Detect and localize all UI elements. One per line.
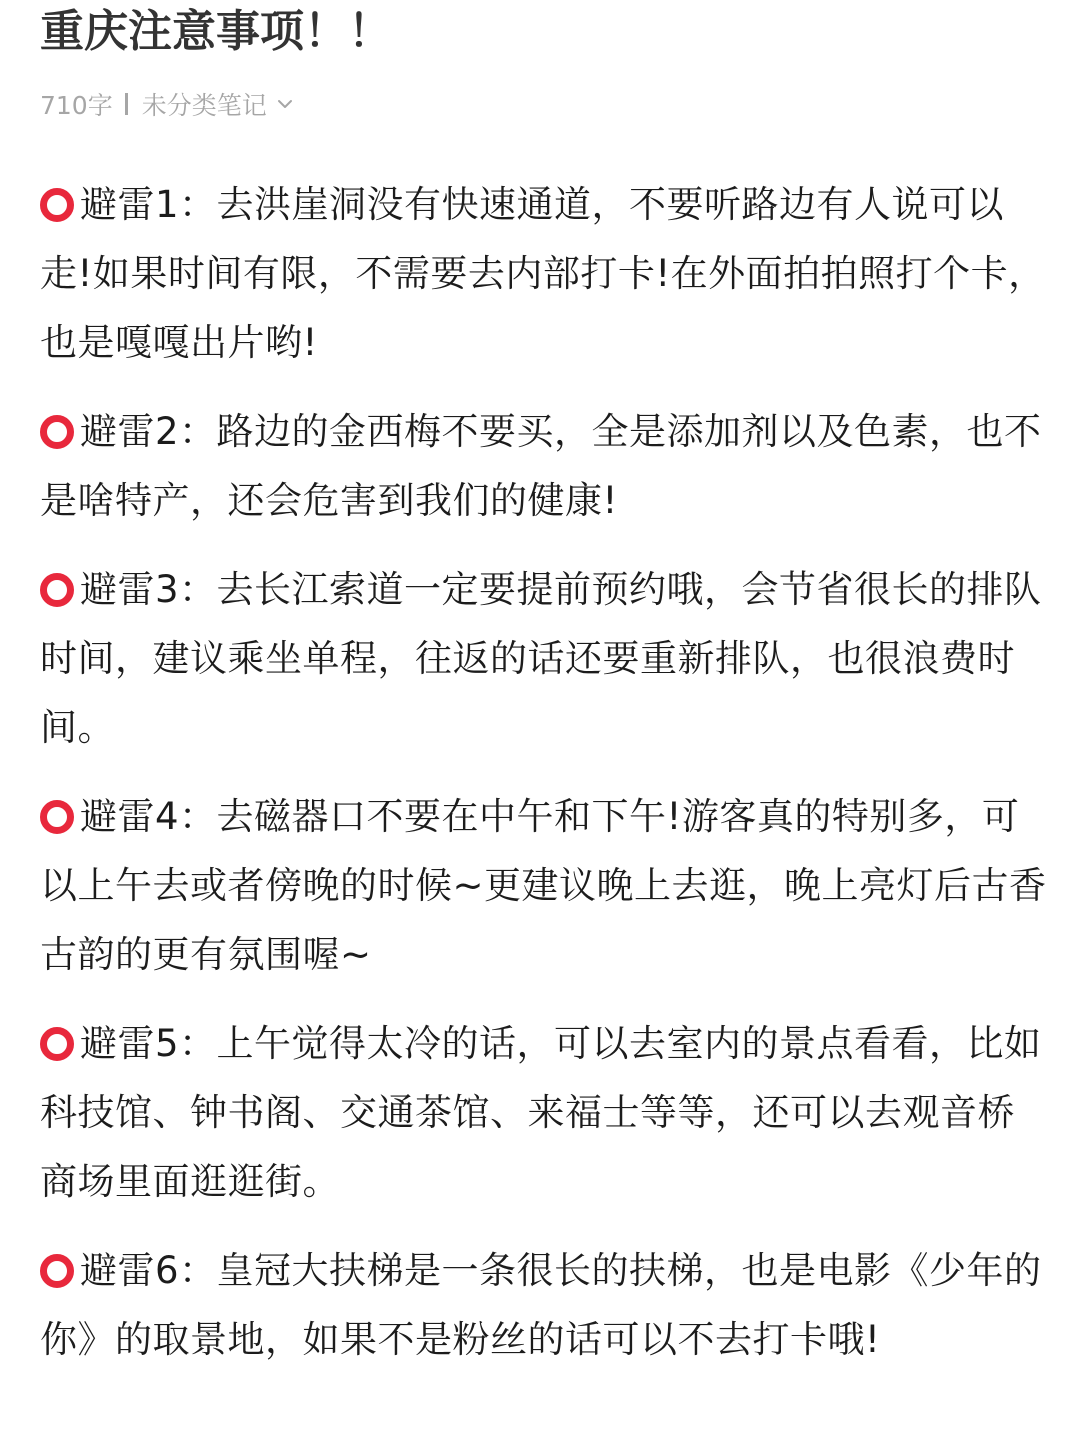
red-circle-icon: [40, 573, 74, 607]
category-selector[interactable]: [142, 86, 293, 122]
red-circle-icon: [40, 800, 74, 834]
red-circle-icon: [40, 1027, 74, 1061]
red-circle-icon: [40, 1254, 74, 1288]
paragraph-text: 避雷6：皇冠大扶梯是一条很长的扶梯，也是电影《少年的你》的取景地，如果不是粉丝的话可以不去打卡哦!: [40, 1249, 1042, 1361]
note-paragraph: [40, 397, 1050, 535]
note-paragraph: [40, 1236, 1050, 1374]
red-circle-icon: [40, 188, 74, 222]
note-paragraph: [40, 555, 1050, 762]
note-paragraph: [40, 170, 1050, 377]
paragraph-text: 避雷5：上午觉得太冷的话，可以去室内的景点看看，比如科技馆、钟书阁、交通茶馆、来福士等等，还可以去观音桥商场里面逛逛街。: [40, 1022, 1042, 1203]
chevron-down-icon: [277, 96, 293, 112]
word-count: 710字: [40, 91, 113, 120]
meta-divider: [125, 93, 128, 115]
red-circle-icon: [40, 415, 74, 449]
note-paragraph: [40, 1009, 1050, 1216]
note-meta: [40, 84, 293, 124]
paragraph-text: 避雷2：路边的金西梅不要买，全是添加剂以及色素，也不是啥特产，还会危害到我们的健康!: [40, 410, 1042, 522]
category-label: 未分类笔记: [141, 91, 267, 120]
paragraph-text: 避雷3：去长江索道一定要提前预约哦，会节省很长的排队时间，建议乘坐单程，往返的话还要重新排队，也很浪费时间。: [40, 568, 1042, 749]
note-body[interactable]: [40, 170, 1050, 1394]
paragraph-text: 避雷4：去磁器口不要在中午和下午!游客真的特别多，可以上午去或者傍晚的时候~更建议晚上去逛，晚上亮灯后古香古韵的更有氛围喔~: [40, 795, 1047, 976]
note-paragraph: [40, 782, 1050, 989]
paragraph-text: 避雷1：去洪崖洞没有快速通道，不要听路边有人说可以走!如果时间有限，不需要去内部打卡!在外面拍拍照打个卡，也是嘎嘎出片哟!: [40, 183, 1046, 364]
note-title[interactable]: 重庆注意事项！！: [40, 6, 392, 57]
